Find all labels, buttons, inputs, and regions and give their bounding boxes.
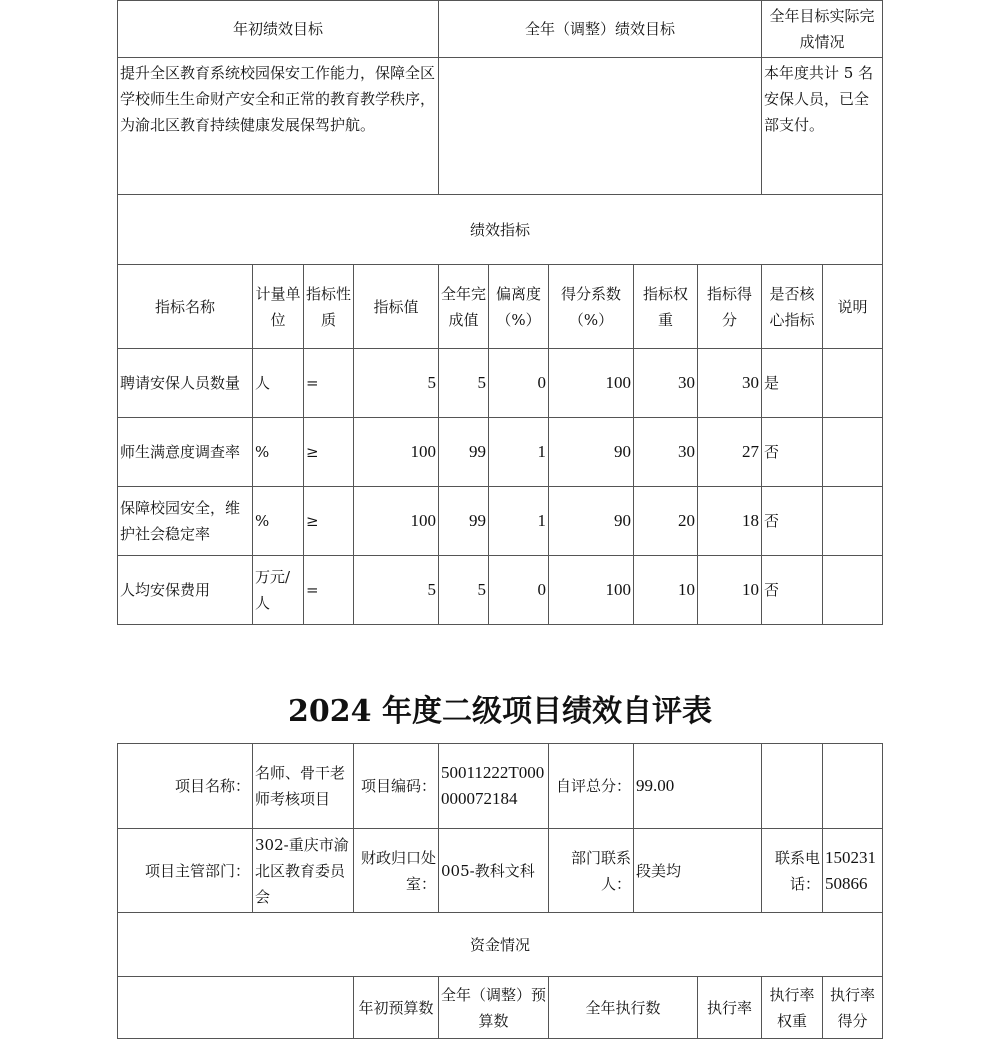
project-name-label: 项目名称：	[118, 744, 253, 829]
indicator-header-row	[118, 265, 883, 349]
fund-header: 全年执行数	[549, 977, 698, 1039]
contact: 段美均	[634, 829, 762, 913]
indicator-coef: 90	[549, 487, 634, 556]
indicator-note	[823, 418, 883, 487]
indicator-core: 是	[762, 349, 823, 418]
table-row	[118, 418, 883, 487]
indicator-coef: 90	[549, 418, 634, 487]
fund-header: 执行率	[698, 977, 762, 1039]
indicator-coef: 100	[549, 556, 634, 625]
col-header: 是否核心指标	[762, 265, 823, 349]
indicator-weight: 20	[634, 487, 698, 556]
header-adjusted-goal: 全年（调整）绩效目标	[439, 1, 762, 58]
indicator-deviation: 0	[489, 349, 549, 418]
indicator-actual: 5	[439, 349, 489, 418]
table-row	[118, 487, 883, 556]
col-header: 全年完成值	[439, 265, 489, 349]
indicator-note	[823, 556, 883, 625]
project-code: 50011222T000000072184	[439, 744, 549, 829]
col-header: 偏离度（%）	[489, 265, 549, 349]
indicator-nature: ≥	[304, 487, 354, 556]
dept-label: 项目主管部门：	[118, 829, 253, 913]
indicator-deviation: 0	[489, 556, 549, 625]
indicator-score: 18	[698, 487, 762, 556]
indicator-name: 聘请安保人员数量	[118, 349, 253, 418]
project-self-evaluation-table	[117, 743, 883, 1039]
initial-goal-text: 提升全区教育系统校园保安工作能力，保障全区学校师生生命财产安全和正常的教育教学秩序，为渝北区教育持续健康发展保驾护航。	[118, 58, 439, 195]
dept: 302-重庆市渝北区教育委员会	[253, 829, 354, 913]
indicator-deviation: 1	[489, 418, 549, 487]
header-initial-goal: 年初绩效目标	[118, 1, 439, 58]
indicator-note	[823, 349, 883, 418]
fund-header: 执行率权重	[762, 977, 823, 1039]
project-name: 名师、骨干老师考核项目	[253, 744, 354, 829]
col-header: 指标得分	[698, 265, 762, 349]
indicator-name: 师生满意度调查率	[118, 418, 253, 487]
indicator-target: 5	[354, 349, 439, 418]
empty-cell	[823, 744, 883, 829]
indicator-unit: %	[253, 487, 304, 556]
indicator-unit: 人	[253, 349, 304, 418]
col-header: 指标性质	[304, 265, 354, 349]
phone: 15023150866	[823, 829, 883, 913]
indicator-target: 100	[354, 418, 439, 487]
indicator-weight: 10	[634, 556, 698, 625]
col-header: 计量单位	[253, 265, 304, 349]
finance: 005-教科文科	[439, 829, 549, 913]
indicator-actual: 99	[439, 487, 489, 556]
empty-cell	[762, 744, 823, 829]
project-code-label: 项目编码：	[354, 744, 439, 829]
indicator-nature: =	[304, 349, 354, 418]
indicator-target: 100	[354, 487, 439, 556]
fund-header: 年初预算数	[354, 977, 439, 1039]
indicator-actual: 99	[439, 418, 489, 487]
table-row	[118, 349, 883, 418]
contact-label: 部门联系人：	[549, 829, 634, 913]
self-score: 99.00	[634, 744, 762, 829]
indicator-score: 27	[698, 418, 762, 487]
indicator-note	[823, 487, 883, 556]
indicator-nature: =	[304, 556, 354, 625]
header-actual-completion: 全年目标实际完成情况	[762, 1, 883, 58]
indicator-core: 否	[762, 556, 823, 625]
indicator-section-title: 绩效指标	[118, 195, 883, 265]
col-header: 指标权重	[634, 265, 698, 349]
finance-label: 财政归口处室：	[354, 829, 439, 913]
fund-header: 全年（调整）预算数	[439, 977, 549, 1039]
col-header: 指标值	[354, 265, 439, 349]
page-title: 2024 年度二级项目绩效自评表	[288, 694, 712, 729]
phone-label: 联系电话：	[762, 829, 823, 913]
indicator-score: 30	[698, 349, 762, 418]
fund-header	[118, 977, 354, 1039]
indicator-actual: 5	[439, 556, 489, 625]
col-header: 说明	[823, 265, 883, 349]
performance-goals-table	[117, 0, 883, 625]
col-header: 指标名称	[118, 265, 253, 349]
indicator-deviation: 1	[489, 487, 549, 556]
indicator-name: 保障校园安全，维护社会稳定率	[118, 487, 253, 556]
indicator-core: 否	[762, 418, 823, 487]
indicator-target: 5	[354, 556, 439, 625]
indicator-score: 10	[698, 556, 762, 625]
fund-section-title: 资金情况	[118, 913, 883, 977]
table-row	[118, 556, 883, 625]
indicator-weight: 30	[634, 349, 698, 418]
indicator-unit: 万元/人	[253, 556, 304, 625]
indicator-unit: %	[253, 418, 304, 487]
indicator-coef: 100	[549, 349, 634, 418]
actual-completion-text: 本年度共计 5 名安保人员，已全部支付。	[762, 58, 883, 195]
indicator-name: 人均安保费用	[118, 556, 253, 625]
fund-header: 执行率得分	[823, 977, 883, 1039]
indicator-core: 否	[762, 487, 823, 556]
indicator-nature: ≥	[304, 418, 354, 487]
fund-header-row	[118, 977, 883, 1039]
indicator-weight: 30	[634, 418, 698, 487]
col-header: 得分系数（%）	[549, 265, 634, 349]
self-score-label: 自评总分：	[549, 744, 634, 829]
adjusted-goal-text	[439, 58, 762, 195]
